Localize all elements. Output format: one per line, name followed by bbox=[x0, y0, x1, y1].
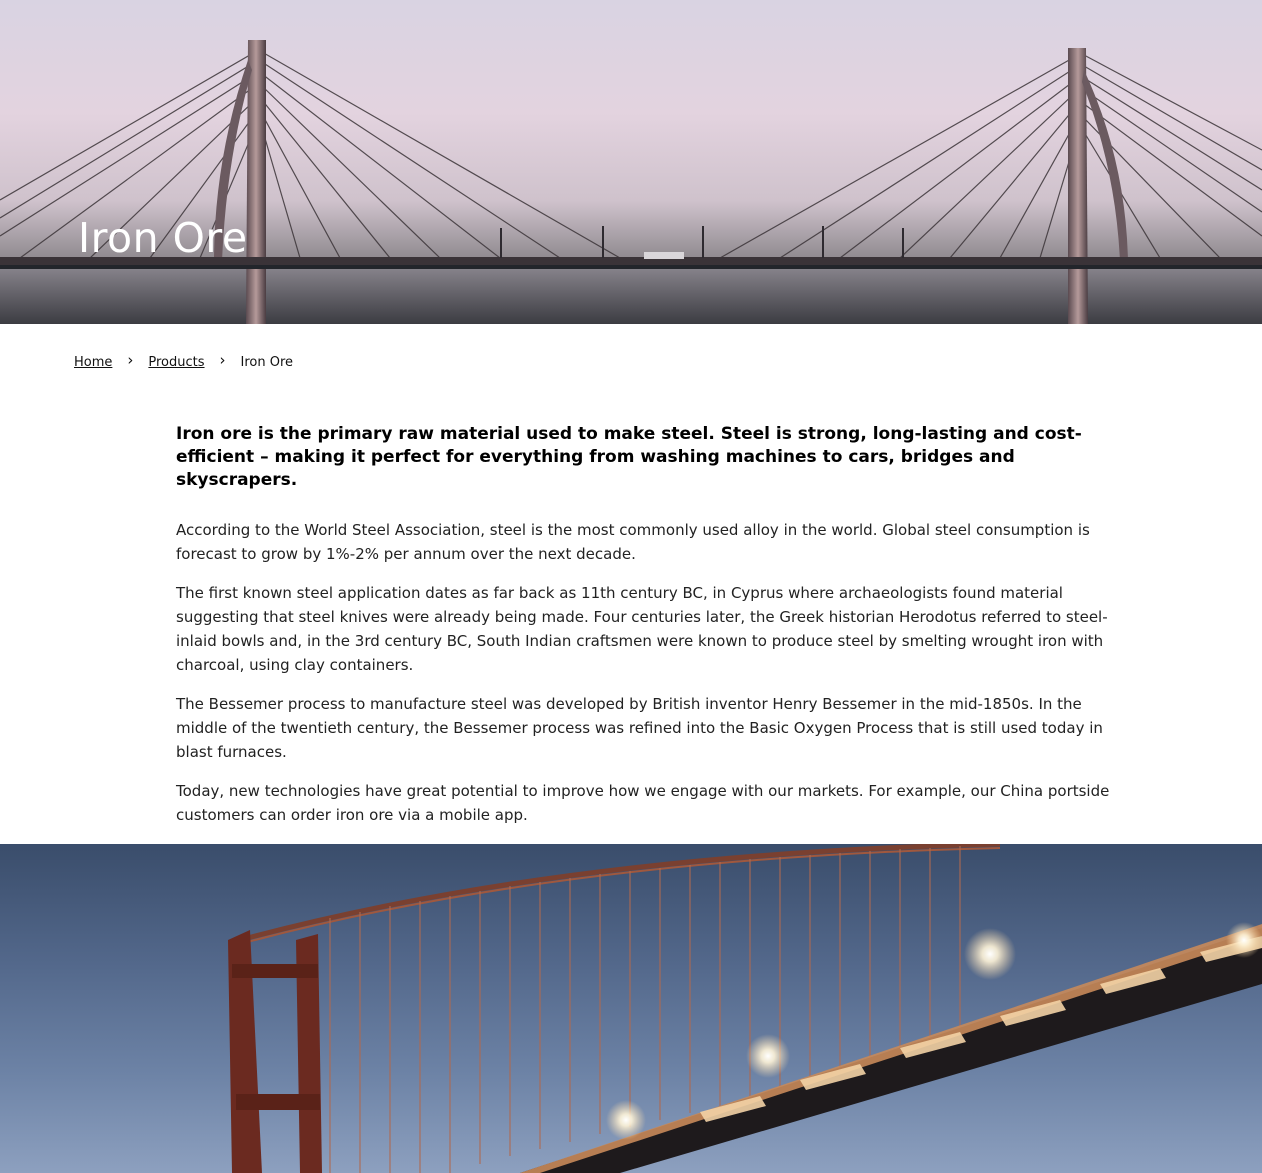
body-paragraph: According to the World Steel Association, steel is the most commonly used alloy in the world. Global steel consumption is forecast to grow by 1%-2% per annum over the next decade. bbox=[176, 521, 1090, 563]
hero-bridge-image bbox=[0, 0, 1262, 324]
breadcrumb-products-link[interactable]: Products bbox=[148, 354, 205, 370]
page-title: Iron Ore bbox=[78, 214, 248, 262]
body-paragraph: The Bessemer process to manufacture steel was developed by British inventor Henry Bessemer in the mid-1850s. In the middle of the twentieth century, the Bessemer process was refined into the Basic Oxygen Process that is still used today in blast furnaces. bbox=[176, 695, 1103, 761]
hero-banner bbox=[0, 0, 1262, 324]
body-paragraph: Today, new technologies have great potential to improve how we engage with our markets. For example, our China portside customers can order iron ore via a mobile app. bbox=[176, 782, 1110, 824]
article-content bbox=[176, 423, 1121, 842]
chevron-right-icon: › bbox=[127, 351, 134, 369]
breadcrumb-home-link[interactable]: Home bbox=[74, 354, 113, 370]
chevron-right-icon: › bbox=[219, 351, 226, 369]
breadcrumb bbox=[74, 352, 293, 372]
breadcrumb-current: Iron Ore bbox=[240, 354, 294, 370]
lead-paragraph: Iron ore is the primary raw material used to make steel. Steel is strong, long-lasting and cost-efficient – making it perfect for everything from washing machines to cars, bridges and skyscrapers. bbox=[176, 424, 1082, 490]
suspension-bridge-image bbox=[0, 844, 1262, 1173]
feature-bridge-image bbox=[0, 844, 1262, 1173]
body-paragraph: The first known steel application dates as far back as 11th century BC, in Cyprus where archaeologists found material suggesting that steel knives were already being made. Four centuries later, the Greek historian Herodotus referred to steel-inlaid bowls and, in the 3rd century BC, South Indian craftsmen were known to produce steel by smelting wrought iron with charcoal, using clay containers. bbox=[176, 584, 1108, 674]
